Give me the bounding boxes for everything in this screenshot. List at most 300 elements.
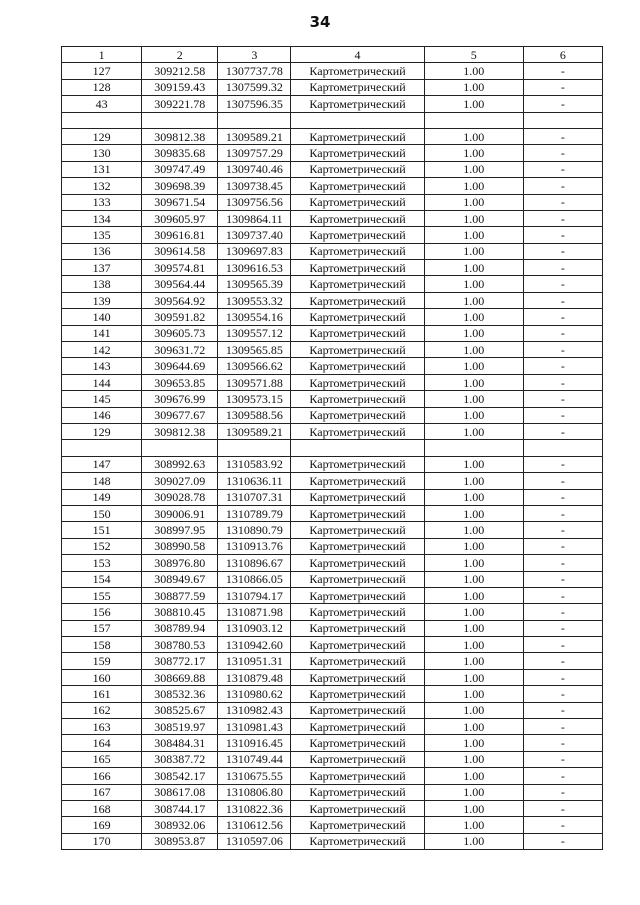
accuracy-cell: 1.00 <box>424 309 523 325</box>
table-row <box>62 686 603 702</box>
y-coordinate-cell: 1310951.31 <box>218 653 291 669</box>
description-cell: - <box>523 227 602 243</box>
x-coordinate-cell: 308542.17 <box>142 768 218 784</box>
description-cell: - <box>523 604 602 620</box>
x-coordinate-cell: 309812.38 <box>142 423 218 439</box>
accuracy-cell <box>424 440 523 456</box>
y-coordinate-cell: 1310942.60 <box>218 637 291 653</box>
point-number-cell: 134 <box>62 210 142 226</box>
x-coordinate-cell: 309653.85 <box>142 374 218 390</box>
point-number-cell: 144 <box>62 374 142 390</box>
method-cell: Картометрический <box>291 604 424 620</box>
table-row <box>62 653 603 669</box>
y-coordinate-cell: 1309589.21 <box>218 423 291 439</box>
method-cell <box>291 112 424 128</box>
description-cell: - <box>523 161 602 177</box>
y-coordinate-cell: 1307737.78 <box>218 63 291 79</box>
page-number: 34 <box>309 13 331 31</box>
accuracy-cell: 1.00 <box>424 768 523 784</box>
table-body <box>62 63 603 850</box>
description-cell: - <box>523 489 602 505</box>
x-coordinate-cell: 308532.36 <box>142 686 218 702</box>
y-coordinate-cell: 1309616.53 <box>218 260 291 276</box>
y-coordinate-cell: 1309557.12 <box>218 325 291 341</box>
description-cell: - <box>523 751 602 767</box>
y-coordinate-cell: 1310871.98 <box>218 604 291 620</box>
accuracy-cell: 1.00 <box>424 391 523 407</box>
x-coordinate-cell: 308744.17 <box>142 800 218 816</box>
accuracy-cell: 1.00 <box>424 473 523 489</box>
method-cell: Картометрический <box>291 555 424 571</box>
table-row <box>62 735 603 751</box>
description-cell: - <box>523 178 602 194</box>
point-number-cell: 129 <box>62 128 142 144</box>
method-cell: Картометрический <box>291 161 424 177</box>
x-coordinate-cell: 308617.08 <box>142 784 218 800</box>
y-coordinate-cell: 1309740.46 <box>218 161 291 177</box>
point-number-cell: 160 <box>62 669 142 685</box>
accuracy-cell: 1.00 <box>424 719 523 735</box>
method-cell: Картометрический <box>291 686 424 702</box>
method-cell: Картометрический <box>291 423 424 439</box>
point-number-cell: 164 <box>62 735 142 751</box>
coordinates-table <box>61 46 603 850</box>
column-header-y-coordinate: 3 <box>218 47 291 63</box>
column-header-description: 6 <box>523 47 602 63</box>
description-cell: - <box>523 292 602 308</box>
method-cell: Картометрический <box>291 522 424 538</box>
table-row <box>62 669 603 685</box>
table-row <box>62 768 603 784</box>
method-cell: Картометрический <box>291 243 424 259</box>
method-cell: Картометрический <box>291 800 424 816</box>
table-row <box>62 800 603 816</box>
point-number-cell: 156 <box>62 604 142 620</box>
table-row <box>62 342 603 358</box>
accuracy-cell: 1.00 <box>424 260 523 276</box>
table-row <box>62 473 603 489</box>
table-row <box>62 719 603 735</box>
x-coordinate-cell: 309835.68 <box>142 145 218 161</box>
accuracy-cell: 1.00 <box>424 522 523 538</box>
x-coordinate-cell: 308525.67 <box>142 702 218 718</box>
accuracy-cell: 1.00 <box>424 358 523 374</box>
point-number-cell: 129 <box>62 423 142 439</box>
method-cell: Картометрический <box>291 637 424 653</box>
y-coordinate-cell: 1309737.40 <box>218 227 291 243</box>
accuracy-cell: 1.00 <box>424 325 523 341</box>
method-cell: Картометрический <box>291 489 424 505</box>
point-number-cell: 152 <box>62 538 142 554</box>
column-header-accuracy: 5 <box>424 47 523 63</box>
table-row <box>62 604 603 620</box>
x-coordinate-cell: 309644.69 <box>142 358 218 374</box>
method-cell: Картометрический <box>291 374 424 390</box>
method-cell: Картометрический <box>291 325 424 341</box>
table-row <box>62 161 603 177</box>
description-cell: - <box>523 505 602 521</box>
y-coordinate-cell: 1310896.67 <box>218 555 291 571</box>
point-number-cell: 166 <box>62 768 142 784</box>
accuracy-cell: 1.00 <box>424 735 523 751</box>
y-coordinate-cell <box>218 112 291 128</box>
method-cell: Картометрический <box>291 817 424 833</box>
description-cell: - <box>523 63 602 79</box>
accuracy-cell: 1.00 <box>424 96 523 112</box>
y-coordinate-cell: 1307596.35 <box>218 96 291 112</box>
description-cell: - <box>523 210 602 226</box>
accuracy-cell: 1.00 <box>424 604 523 620</box>
table-row <box>62 637 603 653</box>
table-row <box>62 505 603 521</box>
accuracy-cell: 1.00 <box>424 407 523 423</box>
accuracy-cell: 1.00 <box>424 456 523 472</box>
method-cell: Картометрический <box>291 227 424 243</box>
y-coordinate-cell: 1309588.56 <box>218 407 291 423</box>
description-cell <box>523 112 602 128</box>
method-cell: Картометрический <box>291 473 424 489</box>
description-cell: - <box>523 128 602 144</box>
y-coordinate-cell: 1309565.39 <box>218 276 291 292</box>
method-cell: Картометрический <box>291 391 424 407</box>
accuracy-cell: 1.00 <box>424 669 523 685</box>
point-number-cell: 150 <box>62 505 142 521</box>
point-number-cell <box>62 112 142 128</box>
method-cell: Картометрический <box>291 128 424 144</box>
y-coordinate-cell: 1310982.43 <box>218 702 291 718</box>
table-row <box>62 456 603 472</box>
method-cell: Картометрический <box>291 292 424 308</box>
table-row <box>62 522 603 538</box>
table-row <box>62 391 603 407</box>
description-cell: - <box>523 784 602 800</box>
point-number-cell: 168 <box>62 800 142 816</box>
method-cell: Картометрический <box>291 456 424 472</box>
x-coordinate-cell: 309677.67 <box>142 407 218 423</box>
accuracy-cell: 1.00 <box>424 555 523 571</box>
table-row <box>62 243 603 259</box>
accuracy-cell: 1.00 <box>424 571 523 587</box>
description-cell: - <box>523 407 602 423</box>
y-coordinate-cell: 1310916.45 <box>218 735 291 751</box>
y-coordinate-cell: 1310583.92 <box>218 456 291 472</box>
method-cell: Картометрический <box>291 505 424 521</box>
x-coordinate-cell: 309812.38 <box>142 128 218 144</box>
point-number-cell: 132 <box>62 178 142 194</box>
description-cell: - <box>523 571 602 587</box>
description-cell: - <box>523 522 602 538</box>
description-cell: - <box>523 325 602 341</box>
table-row <box>62 292 603 308</box>
table-row <box>62 374 603 390</box>
x-coordinate-cell: 308387.72 <box>142 751 218 767</box>
x-coordinate-cell: 309028.78 <box>142 489 218 505</box>
table-row <box>62 489 603 505</box>
y-coordinate-cell: 1309573.15 <box>218 391 291 407</box>
point-number-cell: 155 <box>62 587 142 603</box>
point-number-cell: 127 <box>62 63 142 79</box>
y-coordinate-cell: 1310866.05 <box>218 571 291 587</box>
column-header-x-coordinate: 2 <box>142 47 218 63</box>
point-number-cell: 130 <box>62 145 142 161</box>
accuracy-cell: 1.00 <box>424 702 523 718</box>
table-row <box>62 407 603 423</box>
y-coordinate-cell: 1309565.85 <box>218 342 291 358</box>
accuracy-cell: 1.00 <box>424 833 523 849</box>
table-row <box>62 194 603 210</box>
x-coordinate-cell: 309159.43 <box>142 79 218 95</box>
y-coordinate-cell: 1310789.79 <box>218 505 291 521</box>
table-row <box>62 309 603 325</box>
y-coordinate-cell <box>218 440 291 456</box>
y-coordinate-cell: 1310597.06 <box>218 833 291 849</box>
x-coordinate-cell: 309591.82 <box>142 309 218 325</box>
method-cell: Картометрический <box>291 63 424 79</box>
table-row <box>62 276 603 292</box>
point-number-cell: 149 <box>62 489 142 505</box>
column-header-method: 4 <box>291 47 424 63</box>
accuracy-cell: 1.00 <box>424 489 523 505</box>
y-coordinate-cell: 1309756.56 <box>218 194 291 210</box>
x-coordinate-cell: 308932.06 <box>142 817 218 833</box>
x-coordinate-cell: 309221.78 <box>142 96 218 112</box>
accuracy-cell: 1.00 <box>424 637 523 653</box>
point-number-cell: 133 <box>62 194 142 210</box>
point-number-cell: 146 <box>62 407 142 423</box>
x-coordinate-cell: 308772.17 <box>142 653 218 669</box>
point-number-cell: 167 <box>62 784 142 800</box>
y-coordinate-cell: 1309554.16 <box>218 309 291 325</box>
y-coordinate-cell: 1309738.45 <box>218 178 291 194</box>
point-number-cell: 165 <box>62 751 142 767</box>
accuracy-cell: 1.00 <box>424 210 523 226</box>
y-coordinate-cell: 1310636.11 <box>218 473 291 489</box>
y-coordinate-cell: 1310822.36 <box>218 800 291 816</box>
description-cell: - <box>523 391 602 407</box>
contour-separator-row <box>62 440 603 456</box>
y-coordinate-cell: 1310981.43 <box>218 719 291 735</box>
table-row <box>62 620 603 636</box>
method-cell: Картометрический <box>291 194 424 210</box>
y-coordinate-cell: 1310749.44 <box>218 751 291 767</box>
accuracy-cell: 1.00 <box>424 342 523 358</box>
x-coordinate-cell: 309614.58 <box>142 243 218 259</box>
point-number-cell: 135 <box>62 227 142 243</box>
x-coordinate-cell: 309676.99 <box>142 391 218 407</box>
table-row <box>62 538 603 554</box>
description-cell: - <box>523 555 602 571</box>
accuracy-cell: 1.00 <box>424 63 523 79</box>
point-number-cell: 163 <box>62 719 142 735</box>
y-coordinate-cell: 1310980.62 <box>218 686 291 702</box>
point-number-cell: 131 <box>62 161 142 177</box>
x-coordinate-cell: 308780.53 <box>142 637 218 653</box>
method-cell: Картометрический <box>291 358 424 374</box>
x-coordinate-cell: 309671.54 <box>142 194 218 210</box>
description-cell: - <box>523 456 602 472</box>
accuracy-cell: 1.00 <box>424 161 523 177</box>
header-row <box>62 47 603 63</box>
description-cell: - <box>523 309 602 325</box>
method-cell: Картометрический <box>291 178 424 194</box>
x-coordinate-cell: 309574.81 <box>142 260 218 276</box>
point-number-cell: 139 <box>62 292 142 308</box>
contour-separator-row <box>62 112 603 128</box>
y-coordinate-cell: 1309589.21 <box>218 128 291 144</box>
x-coordinate-cell: 308810.45 <box>142 604 218 620</box>
description-cell: - <box>523 768 602 784</box>
accuracy-cell: 1.00 <box>424 538 523 554</box>
accuracy-cell: 1.00 <box>424 686 523 702</box>
description-cell: - <box>523 473 602 489</box>
accuracy-cell: 1.00 <box>424 800 523 816</box>
method-cell: Картометрический <box>291 702 424 718</box>
accuracy-cell: 1.00 <box>424 194 523 210</box>
description-cell: - <box>523 686 602 702</box>
point-number-cell: 162 <box>62 702 142 718</box>
description-cell: - <box>523 96 602 112</box>
y-coordinate-cell: 1310890.79 <box>218 522 291 538</box>
table-row <box>62 227 603 243</box>
method-cell: Картометрический <box>291 260 424 276</box>
x-coordinate-cell: 308990.58 <box>142 538 218 554</box>
method-cell: Картометрический <box>291 342 424 358</box>
table-row <box>62 358 603 374</box>
method-cell: Картометрический <box>291 571 424 587</box>
x-coordinate-cell: 309027.09 <box>142 473 218 489</box>
point-number-cell: 140 <box>62 309 142 325</box>
y-coordinate-cell: 1307599.32 <box>218 79 291 95</box>
x-coordinate-cell <box>142 440 218 456</box>
method-cell: Картометрический <box>291 276 424 292</box>
table-row <box>62 571 603 587</box>
description-cell: - <box>523 800 602 816</box>
method-cell: Картометрический <box>291 407 424 423</box>
y-coordinate-cell: 1310675.55 <box>218 768 291 784</box>
table-row <box>62 587 603 603</box>
description-cell: - <box>523 194 602 210</box>
y-coordinate-cell: 1309571.88 <box>218 374 291 390</box>
accuracy-cell: 1.00 <box>424 505 523 521</box>
x-coordinate-cell: 309605.97 <box>142 210 218 226</box>
accuracy-cell: 1.00 <box>424 227 523 243</box>
description-cell: - <box>523 243 602 259</box>
method-cell: Картометрический <box>291 719 424 735</box>
description-cell: - <box>523 538 602 554</box>
description-cell: - <box>523 423 602 439</box>
description-cell: - <box>523 620 602 636</box>
table-row <box>62 63 603 79</box>
description-cell: - <box>523 587 602 603</box>
x-coordinate-cell: 309006.91 <box>142 505 218 521</box>
table-row <box>62 260 603 276</box>
point-number-cell: 154 <box>62 571 142 587</box>
accuracy-cell: 1.00 <box>424 374 523 390</box>
x-coordinate-cell: 309605.73 <box>142 325 218 341</box>
description-cell: - <box>523 260 602 276</box>
point-number-cell: 138 <box>62 276 142 292</box>
description-cell: - <box>523 145 602 161</box>
x-coordinate-cell: 308669.88 <box>142 669 218 685</box>
y-coordinate-cell: 1310879.48 <box>218 669 291 685</box>
description-cell: - <box>523 653 602 669</box>
table-row <box>62 128 603 144</box>
point-number-cell: 158 <box>62 637 142 653</box>
x-coordinate-cell: 308949.67 <box>142 571 218 587</box>
x-coordinate-cell: 308484.31 <box>142 735 218 751</box>
description-cell: - <box>523 669 602 685</box>
table-row <box>62 817 603 833</box>
x-coordinate-cell: 308976.80 <box>142 555 218 571</box>
table-row <box>62 79 603 95</box>
description-cell: - <box>523 79 602 95</box>
y-coordinate-cell: 1309566.62 <box>218 358 291 374</box>
x-coordinate-cell: 309564.92 <box>142 292 218 308</box>
y-coordinate-cell: 1310707.31 <box>218 489 291 505</box>
method-cell: Картометрический <box>291 96 424 112</box>
description-cell: - <box>523 735 602 751</box>
method-cell: Картометрический <box>291 145 424 161</box>
method-cell: Картометрический <box>291 653 424 669</box>
method-cell: Картометрический <box>291 735 424 751</box>
description-cell: - <box>523 719 602 735</box>
table-row <box>62 555 603 571</box>
y-coordinate-cell: 1309757.29 <box>218 145 291 161</box>
accuracy-cell <box>424 112 523 128</box>
accuracy-cell: 1.00 <box>424 751 523 767</box>
table-row <box>62 178 603 194</box>
accuracy-cell: 1.00 <box>424 178 523 194</box>
description-cell: - <box>523 342 602 358</box>
point-number-cell: 169 <box>62 817 142 833</box>
accuracy-cell: 1.00 <box>424 276 523 292</box>
accuracy-cell: 1.00 <box>424 620 523 636</box>
accuracy-cell: 1.00 <box>424 423 523 439</box>
method-cell: Картометрический <box>291 669 424 685</box>
accuracy-cell: 1.00 <box>424 128 523 144</box>
point-number-cell: 157 <box>62 620 142 636</box>
y-coordinate-cell: 1310612.56 <box>218 817 291 833</box>
method-cell: Картометрический <box>291 309 424 325</box>
point-number-cell <box>62 440 142 456</box>
description-cell: - <box>523 276 602 292</box>
method-cell <box>291 440 424 456</box>
method-cell: Картометрический <box>291 210 424 226</box>
x-coordinate-cell: 308877.59 <box>142 587 218 603</box>
accuracy-cell: 1.00 <box>424 817 523 833</box>
description-cell: - <box>523 817 602 833</box>
description-cell: - <box>523 833 602 849</box>
table-row <box>62 751 603 767</box>
table-row <box>62 702 603 718</box>
x-coordinate-cell: 308953.87 <box>142 833 218 849</box>
point-number-cell: 142 <box>62 342 142 358</box>
description-cell: - <box>523 702 602 718</box>
table-header <box>62 47 603 63</box>
accuracy-cell: 1.00 <box>424 653 523 669</box>
point-number-cell: 151 <box>62 522 142 538</box>
method-cell: Картометрический <box>291 768 424 784</box>
y-coordinate-cell: 1310806.80 <box>218 784 291 800</box>
point-number-cell: 43 <box>62 96 142 112</box>
y-coordinate-cell: 1309553.32 <box>218 292 291 308</box>
description-cell: - <box>523 637 602 653</box>
x-coordinate-cell: 308997.95 <box>142 522 218 538</box>
accuracy-cell: 1.00 <box>424 587 523 603</box>
table-row <box>62 145 603 161</box>
x-coordinate-cell: 309747.49 <box>142 161 218 177</box>
point-number-cell: 153 <box>62 555 142 571</box>
